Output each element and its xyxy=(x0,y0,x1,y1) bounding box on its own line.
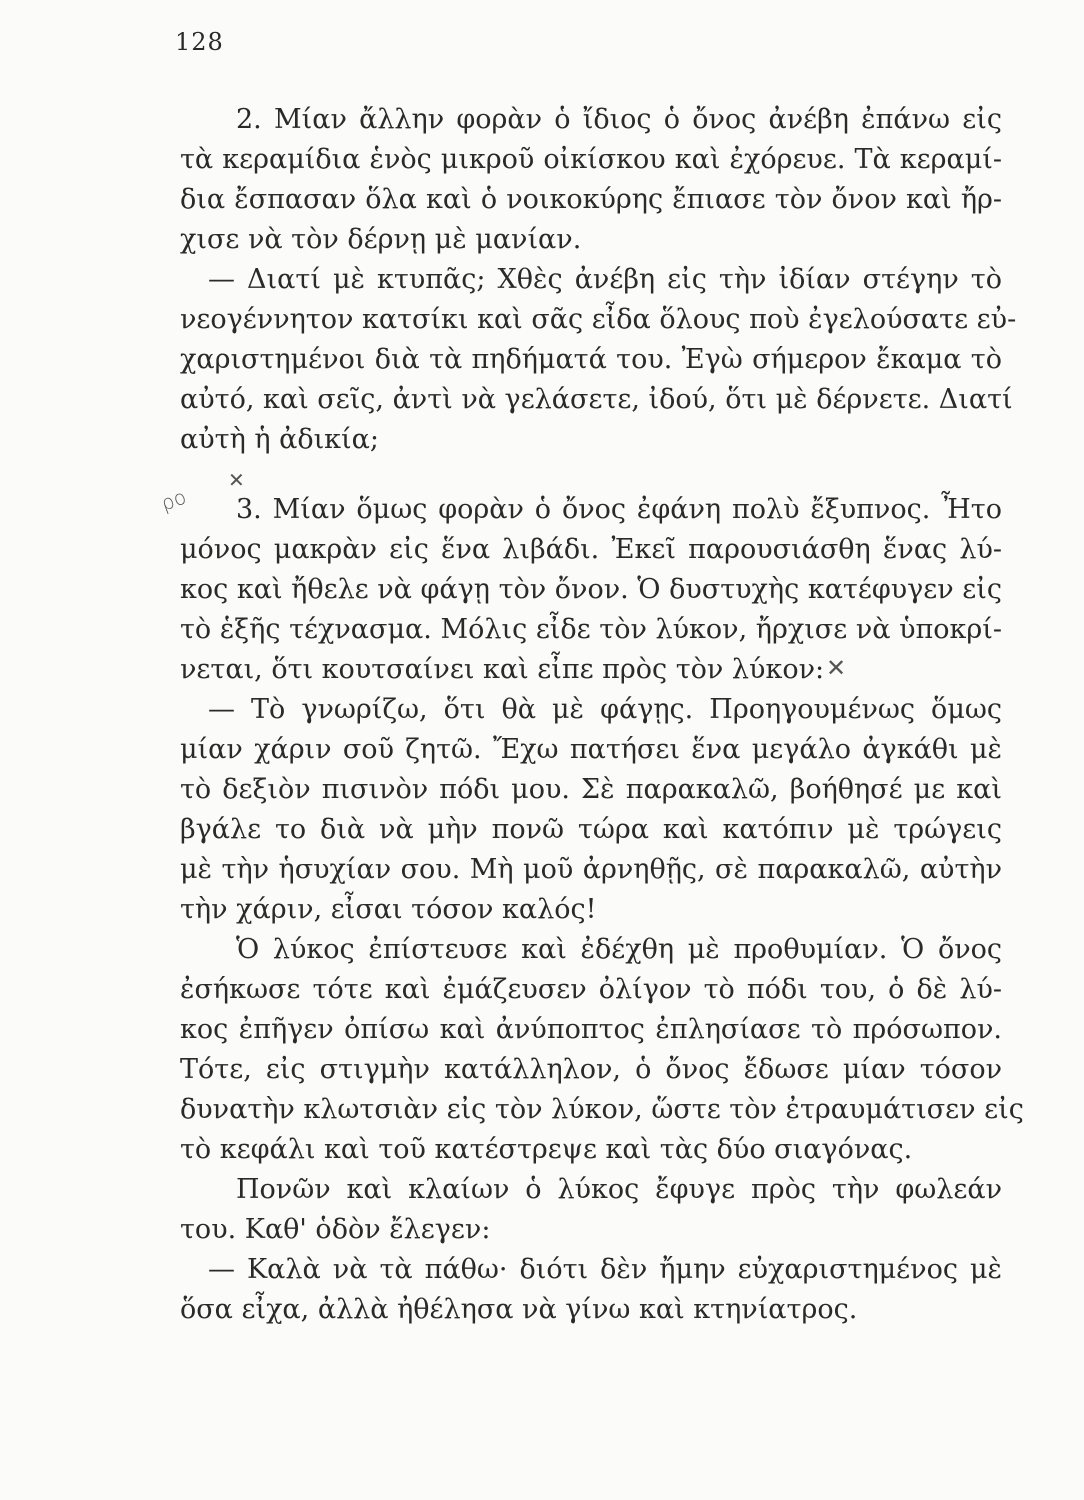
text-line: τὰ κεραμίδια ἑνὸς μικροῦ οἰκίσκου καὶ ἐχόρευε. Τὰ κεραμί- xyxy=(180,144,1002,175)
text-line: 2. Μίαν ἄλλην φορὰν ὁ ἴδιος ὁ ὄνος ἀνέβη ἐπάνω εἰς xyxy=(236,104,1002,135)
text-line: δια ἔσπασαν ὅλα καὶ ὁ νοικοκύρης ἔπιασε τὸν ὄνον καὶ ἤρ- xyxy=(180,184,1002,215)
text-line: νεται, ὅτι κουτσαίνει καὶ εἶπε πρὸς τὸν λύκον: xyxy=(180,654,825,685)
text-line: μόνος μακρὰν εἰς ἕνα λιβάδι. Ἐκεῖ παρουσιάσθη ἕνας λύ- xyxy=(180,534,1002,565)
text-line: βγάλε το διὰ νὰ μὴν πονῶ τώρα καὶ κατόπιν μὲ τρώγεις xyxy=(180,814,1002,845)
text-line: κος καὶ ἤθελε νὰ φάγῃ τὸν ὄνον. Ὁ δυστυχὴς κατέφυγεν εἰς xyxy=(180,574,1002,605)
text-line: Πονῶν καὶ κλαίων ὁ λύκος ἔφυγε πρὸς τὴν φωλεάν xyxy=(236,1174,1002,1205)
text-line: τὴν χάριν, εἶσαι τόσον καλός! xyxy=(180,894,597,925)
handwritten-cross-mark: ✕ xyxy=(228,468,245,492)
text-line: τὸ δεξιὸν πισινὸν πόδι μου. Σὲ παρακαλῶ, βοήθησέ με καὶ xyxy=(180,774,1002,805)
text-line: χισε νὰ τὸν δέρνῃ μὲ μανίαν. xyxy=(180,224,582,255)
text-line: νεογέννητον κατσίκι καὶ σᾶς εἶδα ὅλους ποὺ ἐγελούσατε εὐ- xyxy=(180,304,1017,335)
text-line: χαριστημένοι διὰ τὰ πηδήματά του. Ἐγὼ σήμερον ἔκαμα τὸ xyxy=(180,344,1002,375)
text-line: αὐτό, καὶ σεῖς, ἀντὶ νὰ γελάσετε, ἰδού, ὅτι μὲ δέρνετε. Διατί xyxy=(180,384,1013,415)
text-line: ἐσήκωσε τότε καὶ ἐμάζευσεν ὀλίγον τὸ πόδι του, ὁ δὲ λύ- xyxy=(180,974,1002,1005)
text-line: δυνατὴν κλωτσιὰν εἰς τὸν λύκον, ὥστε τὸν ἐτραυμάτισεν εἰς xyxy=(180,1094,1024,1125)
text-line: αὐτὴ ἡ ἀδικία; xyxy=(180,424,379,455)
text-line: του. Καθ' ὁδὸν ἔλεγεν: xyxy=(180,1214,491,1245)
text-line: Τότε, εἰς στιγμὴν κατάλληλον, ὁ ὄνος ἔδωσε μίαν τόσον xyxy=(180,1054,1002,1085)
text-line: μίαν χάριν σοῦ ζητῶ. Ἔχω πατήσει ἕνα μεγάλο ἀγκάθι μὲ xyxy=(180,734,1002,765)
text-line: κος ἐπῆγεν ὀπίσω καὶ ἀνύποπτος ἐπλησίασε τὸ πρόσωπον. xyxy=(180,1014,1002,1045)
text-line: Ὁ λύκος ἐπίστευσε καὶ ἐδέχθη μὲ προθυμίαν. Ὁ ὄνος xyxy=(236,934,1002,965)
text-line: τὸ ἑξῆς τέχνασμα. Μόλις εἶδε τὸν λύκον, ἤρχισε νὰ ὑποκρί- xyxy=(180,614,1002,645)
text-line: ὅσα εἶχα, ἀλλὰ ἠθέλησα νὰ γίνω καὶ κτηνίατρος. xyxy=(180,1294,858,1325)
text-line: τὸ κεφάλι καὶ τοῦ κατέστρεψε καὶ τὰς δύο σιαγόνας. xyxy=(180,1134,913,1165)
handwritten-margin-note: ρο xyxy=(157,484,190,516)
text-line: 3. Μίαν ὅμως φορὰν ὁ ὄνος ἐφάνη πολὺ ἔξυπνος. Ἦτο xyxy=(236,494,1002,525)
text-line: — Διατί μὲ κτυπᾶς; Χθὲς ἀνέβη εἰς τὴν ἰδίαν στέγην τὸ xyxy=(208,264,1002,295)
page-number: 128 xyxy=(175,28,224,56)
text-line: μὲ τὴν ἡσυχίαν σου. Μὴ μοῦ ἀρνηθῇς, σὲ παρακαλῶ, αὐτὴν xyxy=(180,854,1002,885)
handwritten-cross-mark: ✕ xyxy=(826,654,847,682)
text-line: — Καλὰ νὰ τὰ πάθω· διότι δὲν ἤμην εὐχαριστημένος μὲ xyxy=(208,1254,1002,1285)
text-line: — Τὸ γνωρίζω, ὅτι θὰ μὲ φάγῃς. Προηγουμένως ὅμως xyxy=(208,694,1002,725)
